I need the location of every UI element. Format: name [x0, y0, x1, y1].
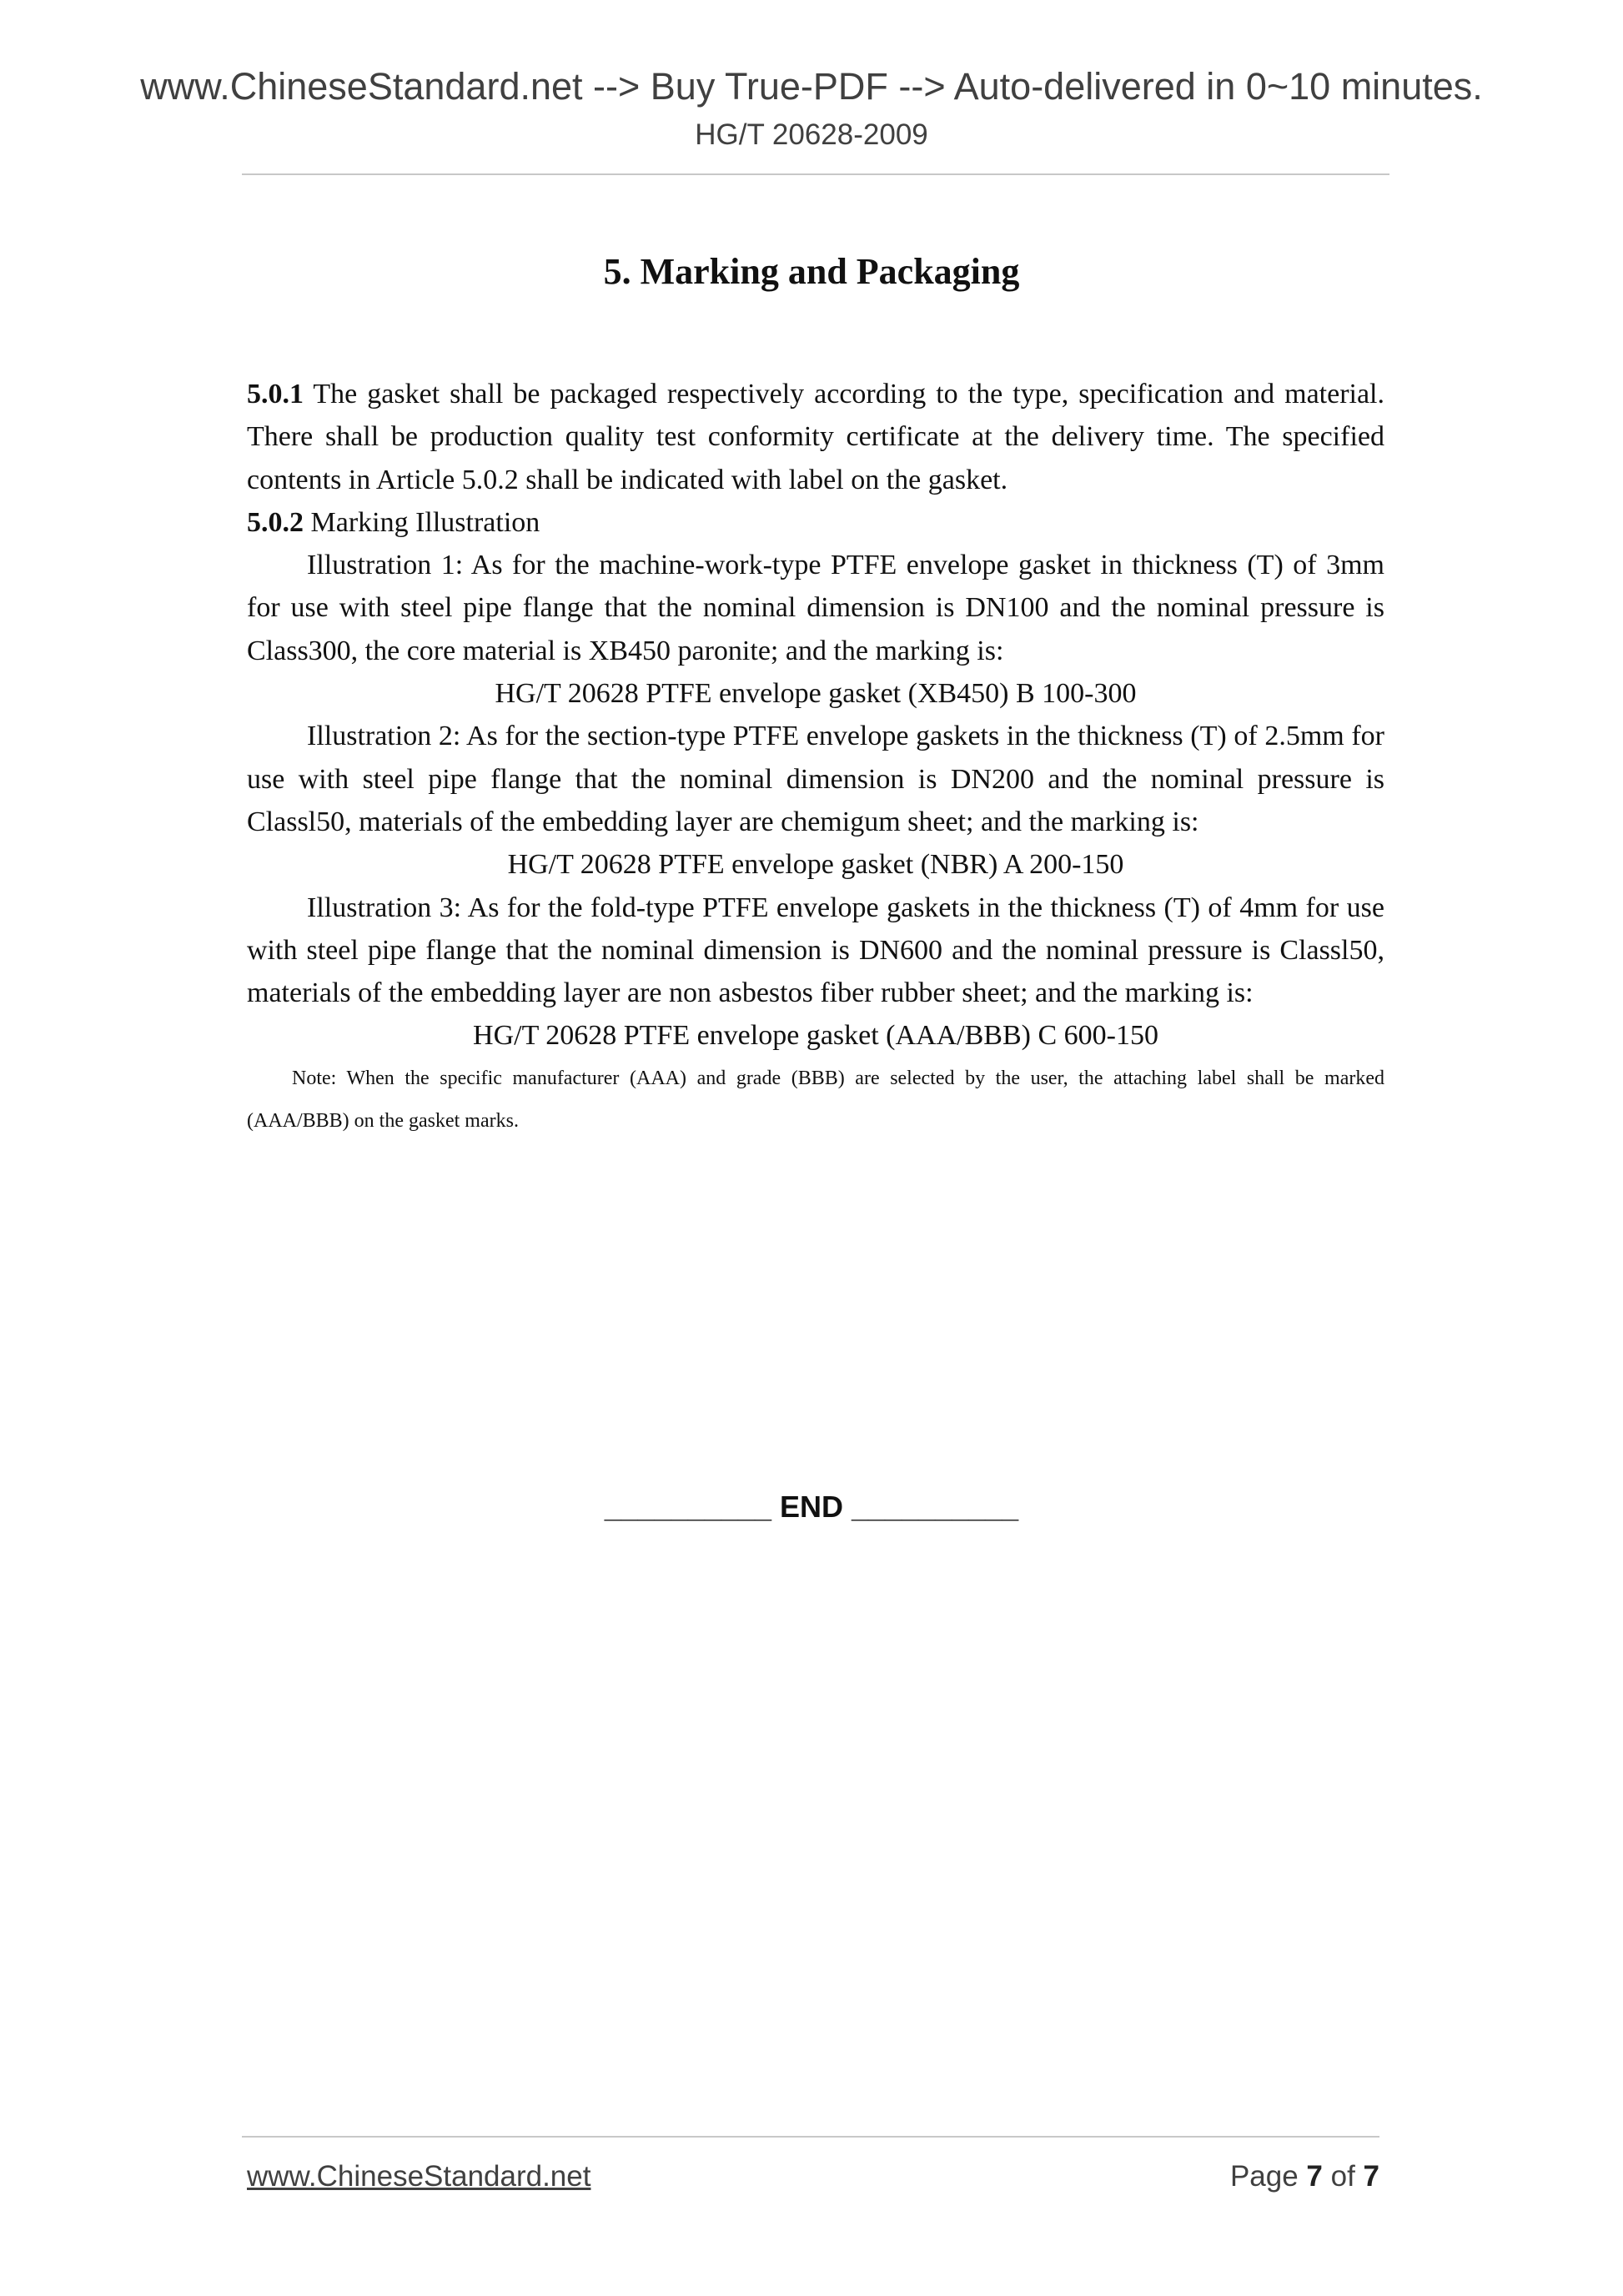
clause-5-0-1	[247, 373, 1384, 501]
end-marker: __________ END __________	[604, 1490, 1019, 1524]
section-title: 5. Marking and Packaging	[603, 251, 1020, 292]
illustration-3-marking: HG/T 20628 PTFE envelope gasket (AAA/BBB) C 600-150	[473, 1020, 1158, 1052]
clause-text: The gasket shall be packaged respectively according to the type, specification and material. There shall be production quality test conformity certificate at the delivery time. The specified contents in Article 5.0.2 shall be indicated with label on the gasket.	[247, 379, 1384, 495]
footer-divider	[242, 2136, 1379, 2138]
illustration-2-text: Illustration 2: As for the section-type PTFE envelope gaskets in the thickness (T) of 2.5mm for use with steel pipe flange that the nominal dimension is DN200 and the nominal pressure is Classl50, materials of the embedding layer are chemigum sheet; and the marking is:	[247, 721, 1384, 837]
page-total: 7	[1363, 2160, 1379, 2193]
standard-code: HG/T 20628-2009	[695, 118, 928, 151]
clause-5-0-2	[247, 501, 1384, 544]
illustration-1-marking: HG/T 20628 PTFE envelope gasket (XB450) B 100-300	[495, 678, 1137, 710]
page-number	[1230, 2160, 1379, 2193]
page-of: of	[1322, 2160, 1364, 2193]
clause-number: 5.0.1	[247, 379, 304, 409]
page-current: 7	[1306, 2160, 1323, 2193]
illustration-3-text: Illustration 3: As for the fold-type PTFE envelope gaskets in the thickness (T) of 4mm for use with steel pipe flange that the nominal dimension is DN600 and the nominal pressure is Classl50, materials of the embedding layer are non asbestos fiber rubber sheet; and the marking is:	[247, 892, 1384, 1009]
footer-site-link[interactable]: www.ChineseStandard.net	[247, 2160, 591, 2193]
clause-heading: Marking Illustration	[304, 506, 540, 538]
header-divider	[242, 173, 1389, 175]
page-prefix: Page	[1229, 2160, 1307, 2193]
document-body	[247, 373, 1384, 1143]
illustration-2-marking: HG/T 20628 PTFE envelope gasket (NBR) A 200-150	[507, 849, 1124, 881]
header-banner: www.ChineseStandard.net --> Buy True-PDF --> Auto-delivered in 0~10 minutes.	[140, 65, 1483, 108]
illustration-1-text: Illustration 1: As for the machine-work-type PTFE envelope gasket in thickness (T) of 3mm for use with steel pipe flange that the nominal dimension is DN100 and the nominal pressure is Class300, the core material is XB450 paronite; and the marking is:	[247, 550, 1384, 666]
clause-number: 5.0.2	[247, 506, 304, 538]
note: Note: When the specific manufacturer (AAA) and grade (BBB) are selected by the user, the attaching label shall be marked (AAA/BBB) on the gasket marks.	[247, 1067, 1384, 1133]
